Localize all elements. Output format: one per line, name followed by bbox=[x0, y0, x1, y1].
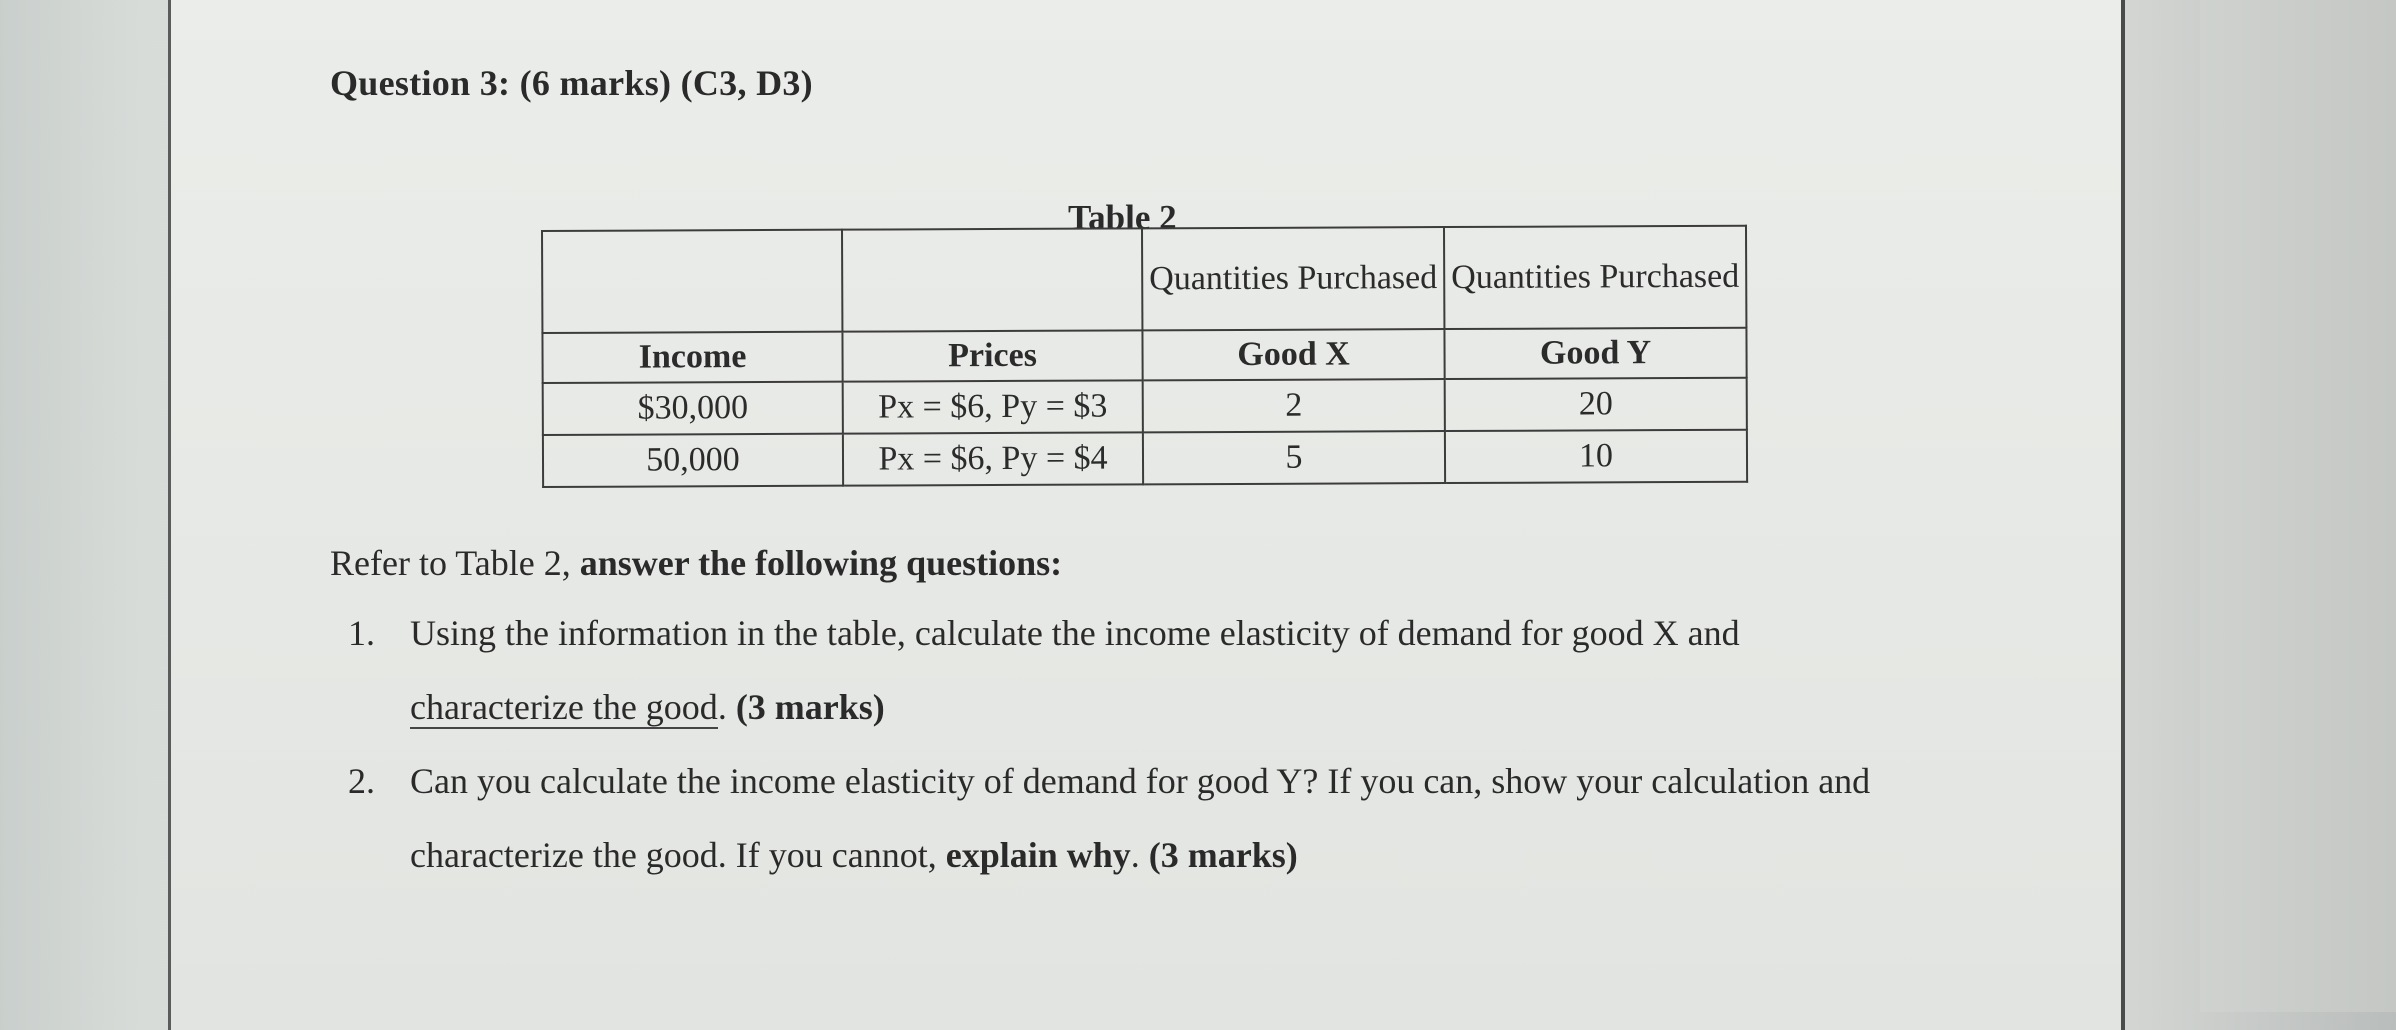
question-text-part: Can you calculate the income elasticity of demand for good Y? If you can, show your calculation and characterize the good. If you cannot, bbox=[410, 761, 1871, 875]
question-text-part: Using the information in the table, calculate the income elasticity of demand for good X and bbox=[410, 613, 1740, 653]
table-header-cell: Income bbox=[542, 332, 842, 383]
table-header-cell: Prices bbox=[842, 330, 1142, 381]
table-header-cell: Good X bbox=[1142, 329, 1444, 380]
table-cell: Px = $6, Py = $3 bbox=[843, 380, 1143, 433]
table-row bbox=[543, 430, 1747, 487]
table-top-header-cell bbox=[842, 228, 1142, 331]
table-cell: 10 bbox=[1445, 430, 1747, 483]
question-text bbox=[410, 613, 1740, 727]
table-cell: 50,000 bbox=[543, 434, 843, 487]
table-cell: 2 bbox=[1143, 379, 1445, 432]
question-number: 1. bbox=[348, 613, 375, 653]
table-top-header-row bbox=[542, 226, 1746, 333]
question-text bbox=[410, 761, 1870, 875]
table-top-header-cell: Quantities Purchased bbox=[1444, 226, 1746, 329]
instructions bbox=[330, 542, 1062, 584]
table-cell: $30,000 bbox=[543, 382, 843, 435]
question-text-part: . bbox=[1130, 835, 1149, 875]
table-top-header-cell: Quantities Purchased bbox=[1142, 227, 1444, 330]
instructions-bold: answer the following questions: bbox=[579, 543, 1063, 583]
table-cell: 5 bbox=[1143, 431, 1445, 484]
question-underlined-text: characterize the good bbox=[410, 687, 718, 727]
data-table bbox=[541, 225, 1748, 488]
question-list bbox=[330, 596, 1970, 892]
question-bold-text: explain why bbox=[945, 835, 1131, 875]
table-header-row bbox=[542, 328, 1746, 383]
question-item bbox=[330, 744, 1970, 892]
instructions-plain: Refer to Table 2, bbox=[330, 543, 580, 583]
table-top-header-cell bbox=[542, 230, 842, 333]
background-surface bbox=[2200, 0, 2396, 1012]
question-item bbox=[330, 596, 1970, 744]
table-caption: Table 2 bbox=[1068, 198, 1177, 237]
table-row bbox=[543, 378, 1747, 435]
table-cell: 20 bbox=[1445, 378, 1747, 431]
question-heading: Question 3: (6 marks) (C3, D3) bbox=[330, 63, 813, 103]
table-header-cell: Good Y bbox=[1444, 328, 1746, 379]
question-marks: (3 marks) bbox=[1148, 835, 1298, 875]
question-marks: (3 marks) bbox=[735, 687, 885, 727]
question-number: 2. bbox=[348, 761, 375, 801]
question-text-part: . bbox=[717, 687, 736, 727]
table-cell: Px = $6, Py = $4 bbox=[843, 432, 1143, 485]
